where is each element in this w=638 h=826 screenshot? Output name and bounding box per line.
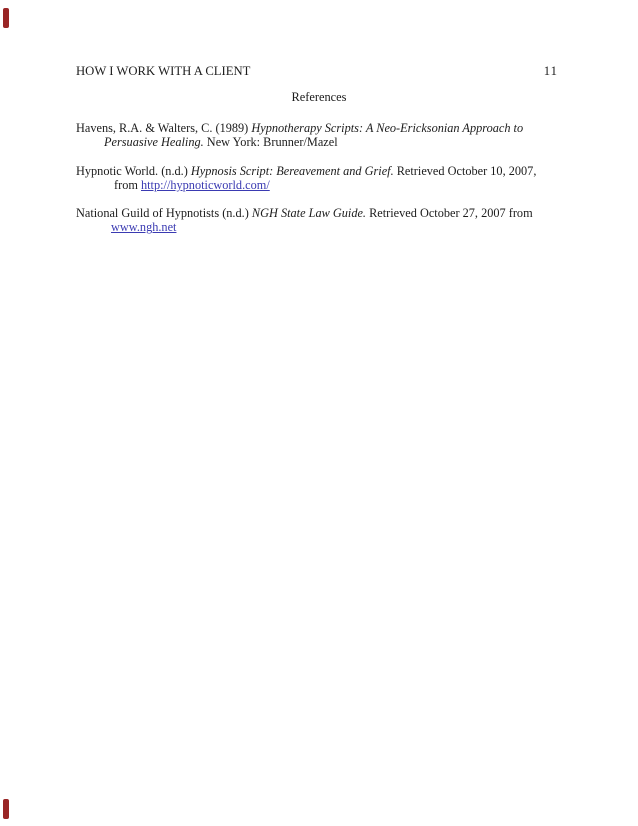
running-head-row (76, 64, 558, 78)
reference-entry (76, 121, 586, 150)
ref-segment: National Guild of Hypnotists (n.d.) (76, 206, 252, 221)
reference-line (76, 206, 586, 220)
ref-segment: New York: Brunner/Mazel (203, 135, 338, 150)
running-head: HOW I WORK WITH A CLIENT (76, 64, 251, 78)
ref-segment: Hypnotic World. (n.d.) (76, 163, 191, 178)
corner-mark-top (3, 8, 9, 28)
reference-line (76, 178, 586, 192)
corner-mark-bottom (3, 799, 9, 819)
reference-line (76, 121, 586, 135)
reference-line (76, 135, 586, 149)
hypnoticworld-link[interactable]: http://hypnoticworld.com/ (140, 177, 270, 192)
reference-entry (76, 206, 586, 235)
ref-segment: from (114, 177, 141, 192)
reference-line (76, 164, 586, 178)
references-title: References (291, 90, 347, 104)
ref-segment: Retrieved October 27, 2007 from (366, 206, 533, 221)
reference-entry (76, 164, 586, 193)
ref-title-segment: NGH State Law Guide. (251, 206, 366, 221)
page-number: 11 (543, 64, 558, 78)
ref-title-segment: Hypnosis Script: Bereavement and Grief. (190, 163, 394, 178)
ref-segment: Retrieved October 10, 2007, (393, 163, 537, 178)
ref-title-segment: Persuasive Healing. (104, 135, 204, 150)
ref-segment: Havens, R.A. & Walters, C. (1989) (76, 121, 252, 135)
references-list (76, 121, 586, 249)
ref-title-segment: Hypnotherapy Scripts: A Neo-Ericksonian Approach to (251, 121, 524, 135)
ngh-net-link[interactable]: www.ngh.net (111, 220, 177, 235)
reference-line (76, 220, 586, 234)
